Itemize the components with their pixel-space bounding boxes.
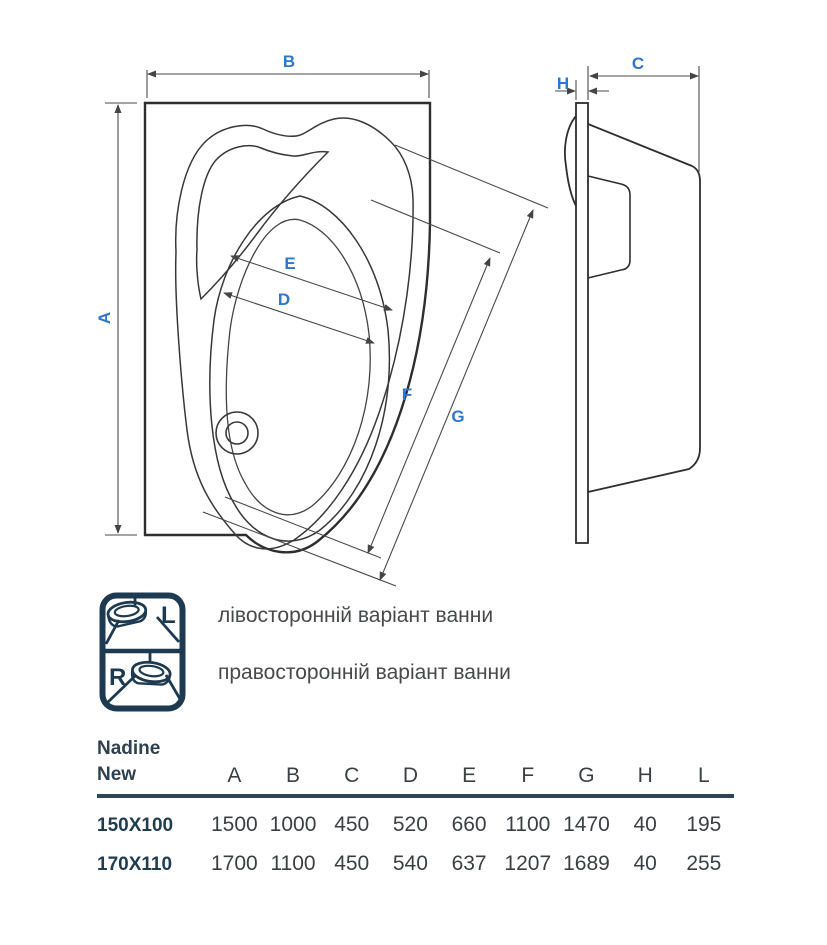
cell-value: 1700 <box>210 852 258 875</box>
dim-label-a: A <box>95 311 114 325</box>
column-header-d: D <box>402 764 418 787</box>
column-header-f: F <box>521 764 535 787</box>
side-seat-recess <box>588 176 630 278</box>
dim-label-f: F <box>401 385 413 404</box>
cell-value: 1470 <box>563 813 610 836</box>
cell-value: 40 <box>633 813 657 836</box>
column-header-e: E <box>462 764 477 787</box>
dim-line-d <box>224 293 374 343</box>
dim-label-h: H <box>556 74 570 93</box>
table-title-line2: New <box>97 764 137 785</box>
column-header-h: H <box>637 764 653 787</box>
legend-letter-r: R <box>109 664 127 691</box>
cell-value: 255 <box>686 852 722 875</box>
legend-letter-l: L <box>161 602 176 629</box>
dim-label-g: G <box>451 407 465 426</box>
ext-line <box>371 200 500 253</box>
ext-line <box>395 145 548 208</box>
side-body-outline <box>588 124 700 492</box>
column-header-l: L <box>698 764 710 787</box>
cell-value: 450 <box>334 813 370 836</box>
dim-line-e <box>231 256 392 310</box>
top-view-dimensions <box>105 70 548 586</box>
legend-left-variant-text: лівосторонній варіант ванни <box>218 604 494 627</box>
row-size-label: 150X100 <box>97 815 174 836</box>
column-header-a: A <box>227 764 242 787</box>
column-header-g: G <box>578 764 595 787</box>
column-header-c: C <box>344 764 360 787</box>
tub-rim-outer <box>176 118 413 549</box>
cell-value: 1000 <box>269 813 317 836</box>
table-header-row <box>97 736 734 798</box>
table-title-line1: Nadine <box>97 738 161 759</box>
tub-basin-bottom <box>226 219 370 514</box>
orientation-legend-icon <box>99 592 186 712</box>
side-rim-curve <box>565 116 576 206</box>
cell-value: 1207 <box>504 852 552 875</box>
table-row <box>97 798 734 837</box>
ext-line <box>203 512 396 586</box>
cell-value: 540 <box>392 852 428 875</box>
drain-icon <box>216 412 258 454</box>
dim-label-e: E <box>284 254 296 273</box>
dim-label-d: D <box>277 290 291 309</box>
cell-value: 1100 <box>505 813 551 836</box>
row-size-label: 170X110 <box>97 854 173 875</box>
cell-value: 1500 <box>210 813 258 836</box>
bathtub-top-view <box>145 103 430 552</box>
dimensions-table <box>97 736 734 876</box>
cell-value: 450 <box>334 852 370 875</box>
cell-value: 195 <box>686 813 722 836</box>
table-row <box>97 837 734 876</box>
cell-value: 520 <box>392 813 428 836</box>
cell-value: 40 <box>633 852 657 875</box>
column-header-b: B <box>286 764 301 787</box>
dim-label-b: B <box>282 52 296 71</box>
legend-right-variant-text: правосторонній варіант ванни <box>218 661 511 684</box>
table-title <box>97 736 205 788</box>
bathtub-side-view <box>565 103 700 543</box>
cell-value: 637 <box>451 852 487 875</box>
cell-value: 1100 <box>270 852 316 875</box>
tub-basin-outline <box>210 196 390 541</box>
cell-value: 660 <box>451 813 487 836</box>
cell-value: 1689 <box>563 852 610 875</box>
side-panel-flange <box>576 103 588 543</box>
dim-label-c: C <box>631 54 645 73</box>
